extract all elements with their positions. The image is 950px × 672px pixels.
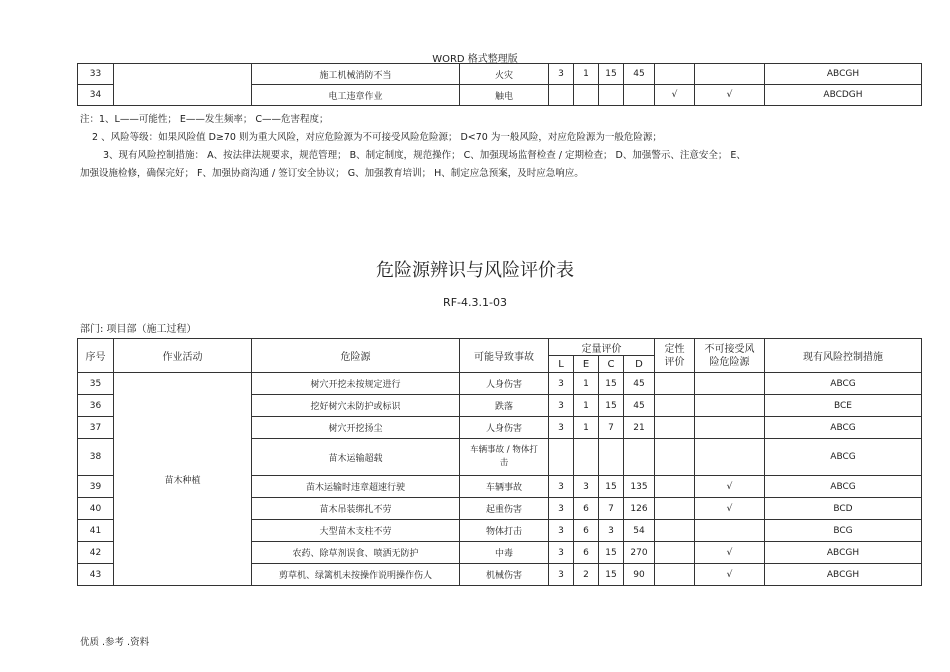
qual-cell (655, 564, 695, 586)
result-cell: 起重伤害 (460, 498, 549, 520)
d-cell: 45 (624, 395, 655, 417)
header-row (78, 339, 922, 356)
col-qual-header (655, 339, 695, 373)
measures-cell: ABCGH (765, 542, 922, 564)
table-row (78, 373, 922, 395)
result-cell: 火灾 (460, 64, 549, 85)
col-no-header: 序号 (78, 339, 114, 373)
col-d-header: D (624, 356, 655, 373)
d-cell: 135 (624, 476, 655, 498)
result-line: 车辆事故 / 物体打 (470, 445, 538, 455)
l-cell: 3 (549, 476, 574, 498)
l-cell (549, 85, 574, 106)
l-cell (549, 439, 574, 476)
unacc-header-line: 不可接受风 (704, 343, 755, 355)
d-cell (624, 85, 655, 106)
row-no: 38 (78, 439, 114, 476)
page-footer: 优质 .参考 .资料 (80, 637, 150, 648)
hazard-cell: 苗木运输时违章超速行驶 (252, 476, 460, 498)
l-cell: 3 (549, 373, 574, 395)
continued-table (77, 63, 922, 106)
e-cell: 2 (574, 564, 599, 586)
result-cell (460, 439, 549, 476)
e-cell: 6 (574, 498, 599, 520)
unacc-cell: √ (695, 564, 765, 586)
unacc-cell: √ (695, 542, 765, 564)
qual-cell: √ (655, 85, 695, 106)
qual-cell (655, 373, 695, 395)
department-label: 部门: 项目部（施工过程） (80, 324, 197, 335)
hazard-cell: 施工机械消防不当 (252, 64, 460, 85)
measures-cell: ABCG (765, 373, 922, 395)
l-cell: 3 (549, 520, 574, 542)
note-line-2: 2 、风险等级：如果风险值 D≥70 则为重大风险，对应危险源为不可接受风险危险源； D<70 为一般风险，对应危险源为一般危险源； (92, 132, 662, 143)
measures-cell: ABCDGH (765, 85, 922, 106)
measures-cell: BCE (765, 395, 922, 417)
unacc-cell (695, 520, 765, 542)
d-cell: 45 (624, 64, 655, 85)
note-line-3: 3、现有风险控制措施： A、按法律法规要求，规范管理； B、制定制度，规范操作； C、加强现场监督检查 / 定期检查； D、加强警示、注意安全； E、 (103, 150, 746, 161)
unacc-cell: √ (695, 85, 765, 106)
activity-cell (114, 64, 252, 106)
unacc-cell (695, 395, 765, 417)
unacc-header-line: 险危险源 (709, 356, 750, 368)
document-code: RF-4.3.1-03 (443, 296, 507, 309)
qual-cell (655, 542, 695, 564)
c-cell: 7 (599, 417, 624, 439)
row-no: 33 (78, 64, 114, 85)
e-cell (574, 85, 599, 106)
row-no: 34 (78, 85, 114, 106)
l-cell: 3 (549, 498, 574, 520)
e-cell: 1 (574, 417, 599, 439)
result-cell: 跌落 (460, 395, 549, 417)
row-no: 37 (78, 417, 114, 439)
e-cell: 3 (574, 476, 599, 498)
qual-header-line: 定性 (664, 343, 685, 355)
measures-cell: ABCGH (765, 64, 922, 85)
qual-header-line: 评价 (664, 356, 685, 368)
col-hazard-header: 危险源 (252, 339, 460, 373)
d-cell: 21 (624, 417, 655, 439)
c-cell: 15 (599, 373, 624, 395)
note-line-1: 注：1、L——可能性； E——发生频率； C——危害程度； (80, 114, 329, 125)
unacc-cell: √ (695, 498, 765, 520)
qual-cell (655, 498, 695, 520)
unacc-cell: √ (695, 476, 765, 498)
risk-assessment-table (77, 338, 922, 586)
l-cell: 3 (549, 564, 574, 586)
l-cell: 3 (549, 395, 574, 417)
hazard-cell: 树穴开挖扬尘 (252, 417, 460, 439)
d-cell: 270 (624, 542, 655, 564)
row-no: 42 (78, 542, 114, 564)
l-cell: 3 (549, 64, 574, 85)
measures-cell: ABCG (765, 439, 922, 476)
hazard-cell: 大型苗木支柱不劳 (252, 520, 460, 542)
hazard-cell: 苗木运输超载 (252, 439, 460, 476)
unacc-cell (695, 417, 765, 439)
activity-cell: 苗木种植 (114, 373, 252, 586)
c-cell: 3 (599, 520, 624, 542)
hazard-cell: 苗木吊装绑扎不劳 (252, 498, 460, 520)
result-cell: 人身伤害 (460, 373, 549, 395)
col-activity-header: 作业活动 (114, 339, 252, 373)
e-cell: 1 (574, 64, 599, 85)
qual-cell (655, 520, 695, 542)
col-c-header: C (599, 356, 624, 373)
hazard-cell: 剪草机、绿篱机未按操作说明操作伤人 (252, 564, 460, 586)
l-cell: 3 (549, 542, 574, 564)
col-l-header: L (549, 356, 574, 373)
hazard-cell: 农药、除草剂误食、喷洒无防护 (252, 542, 460, 564)
qual-cell (655, 64, 695, 85)
d-cell (624, 439, 655, 476)
table-row (78, 64, 922, 85)
c-cell: 15 (599, 564, 624, 586)
c-cell: 15 (599, 476, 624, 498)
row-no: 43 (78, 564, 114, 586)
row-no: 39 (78, 476, 114, 498)
col-e-header: E (574, 356, 599, 373)
l-cell: 3 (549, 417, 574, 439)
d-cell: 90 (624, 564, 655, 586)
hazard-cell: 挖好树穴未防护或标识 (252, 395, 460, 417)
col-unacceptable-header (695, 339, 765, 373)
c-cell (599, 85, 624, 106)
qual-cell (655, 417, 695, 439)
measures-cell: BCG (765, 520, 922, 542)
e-cell: 1 (574, 373, 599, 395)
qual-cell (655, 439, 695, 476)
note-line-4: 加强设施检修，确保完好； F、加强协商沟通 / 签订安全协议； G、加强教育培训； H、制定应急预案，及时应急响应。 (80, 168, 584, 179)
hazard-cell: 电工违章作业 (252, 85, 460, 106)
col-result-header: 可能导致事故 (460, 339, 549, 373)
result-cell: 车辆事故 (460, 476, 549, 498)
col-quant-header: 定量评价 (549, 339, 655, 356)
page-header: WORD 格式整理版 (432, 54, 518, 65)
d-cell: 126 (624, 498, 655, 520)
d-cell: 54 (624, 520, 655, 542)
c-cell: 15 (599, 542, 624, 564)
result-cell: 人身伤害 (460, 417, 549, 439)
e-cell (574, 439, 599, 476)
e-cell: 6 (574, 520, 599, 542)
c-cell: 7 (599, 498, 624, 520)
document-title: 危险源辨识与风险评价表 (376, 260, 574, 281)
unacc-cell (695, 439, 765, 476)
qual-cell (655, 476, 695, 498)
unacc-cell (695, 373, 765, 395)
col-measures-header: 现有风险控制措施 (765, 339, 922, 373)
measures-cell: ABCG (765, 417, 922, 439)
result-cell: 触电 (460, 85, 549, 106)
row-no: 35 (78, 373, 114, 395)
measures-cell: BCD (765, 498, 922, 520)
row-no: 40 (78, 498, 114, 520)
c-cell: 15 (599, 64, 624, 85)
e-cell: 1 (574, 395, 599, 417)
qual-cell (655, 395, 695, 417)
result-line: 击 (499, 458, 509, 468)
hazard-cell: 树穴开挖未按规定进行 (252, 373, 460, 395)
result-cell: 机械伤害 (460, 564, 549, 586)
measures-cell: ABCGH (765, 564, 922, 586)
row-no: 41 (78, 520, 114, 542)
c-cell: 15 (599, 395, 624, 417)
result-cell: 物体打击 (460, 520, 549, 542)
d-cell: 45 (624, 373, 655, 395)
unacc-cell (695, 64, 765, 85)
result-cell: 中毒 (460, 542, 549, 564)
row-no: 36 (78, 395, 114, 417)
e-cell: 6 (574, 542, 599, 564)
c-cell (599, 439, 624, 476)
measures-cell: ABCG (765, 476, 922, 498)
